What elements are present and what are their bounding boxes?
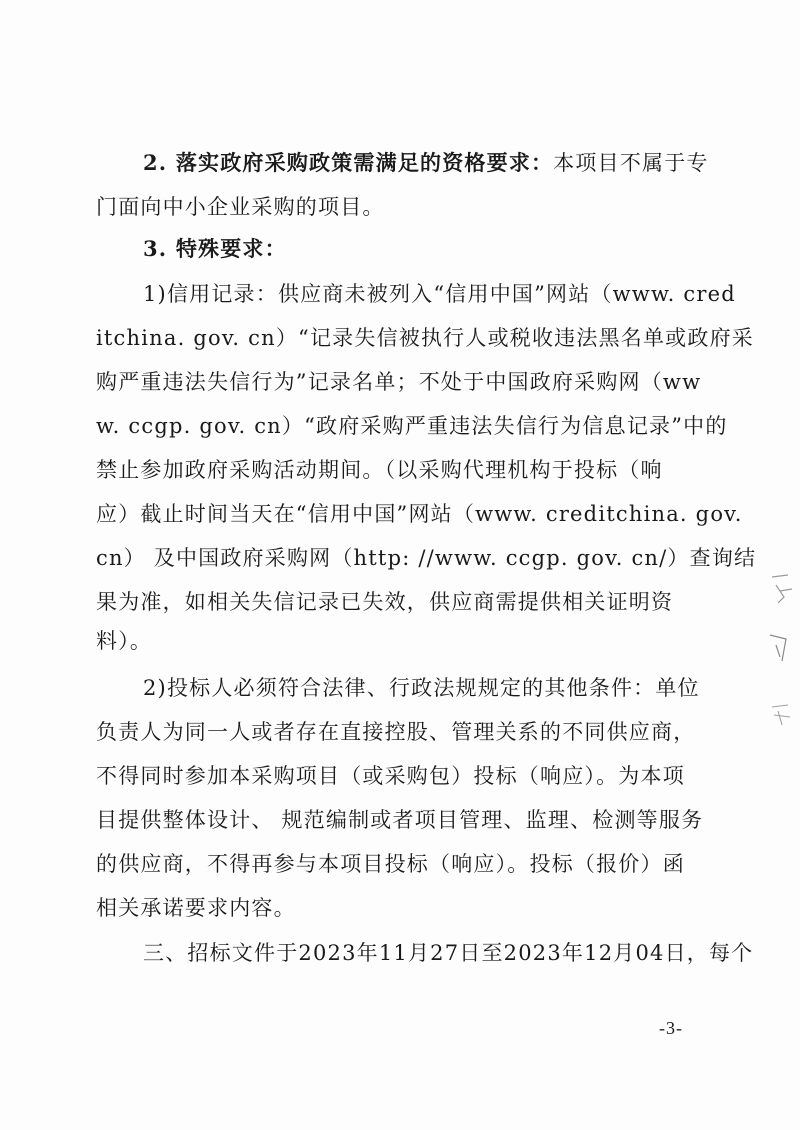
paragraph-line: 目提供整体设计、 规范编制或者项目管理、监理、检测等服务 <box>96 808 704 832</box>
section-heading: 3. 特殊要求： <box>143 236 287 261</box>
paragraph-line: 果为准，如相关失信记录已失效，供应商需提供相关证明资 <box>96 590 674 614</box>
paragraph-line: w. ccgp. gov. cn）“政府采购严重违法失信行为信息记录”中的 <box>96 414 728 438</box>
paragraph-line: 禁止参加政府采购活动期间。（以采购代理机构于投标（响 <box>96 458 663 482</box>
section-heading: 2. 落实政府采购政策需满足的资格要求： <box>143 150 554 175</box>
paragraph-line: itchina. gov. cn）“记录失信被执行人或税收违法黑名单或政府采 <box>96 326 754 350</box>
paragraph-line: 购严重违法失信行为”记录名单；不处于中国政府采购网（ww <box>96 370 702 394</box>
paragraph-line: 门面向中小企业采购的项目。 <box>96 195 385 219</box>
page-number: -3- <box>659 1018 683 1038</box>
paragraph-line: 的供应商，不得再参与本项目投标（响应）。投标（报价）函 <box>96 852 685 876</box>
paragraph-line: 负责人为同一人或者存在直接控股、管理关系的不同供应商， <box>96 720 696 744</box>
paragraph-line: 应）截止时间当天在“信用中国”网站（www. creditchina. gov. <box>96 502 743 526</box>
paragraph-line <box>143 150 709 176</box>
paragraph-line: 1)信用记录：供应商未被列入“信用中国”网站（www. cred <box>143 282 736 306</box>
paragraph-line: 不得同时参加本采购项目（或采购包）投标（响应）。为本项 <box>96 764 685 788</box>
paragraph-line: 料）。 <box>96 629 153 653</box>
paragraph-line: 2)投标人必须符合法律、行政法规规定的其他条件：单位 <box>143 676 700 700</box>
paragraph-line: cn） 及中国政府采购网（http: //www. ccgp. gov. cn/）查询结 <box>96 546 757 570</box>
seal-fragment-mark <box>758 565 798 735</box>
paragraph-line: 相关承诺要求内容。 <box>96 896 296 920</box>
paragraph-line: 三、招标文件于2023年11月27日至2023年12月04日，每个 <box>143 941 754 965</box>
body-text: 本项目不属于专 <box>553 151 709 175</box>
